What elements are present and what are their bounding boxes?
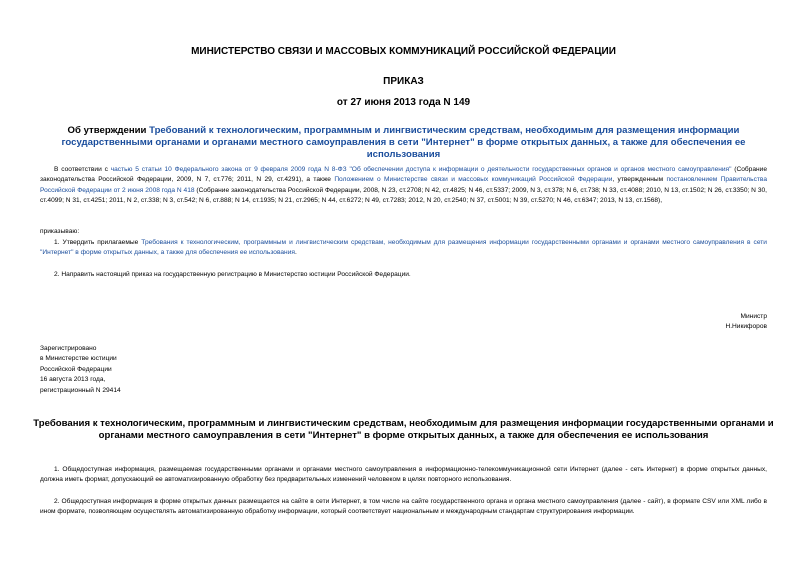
regulation-link[interactable]: Положением о Министерстве связи и массовых коммуникаций Российской Федерации [334,176,613,184]
doc-date-number: от 27 июня 2013 года N 149 [336,97,471,108]
doc-type-heading: ПРИКАЗ [383,76,424,87]
signature-position: Министр [740,313,767,320]
ministry-heading: МИНИСТЕРСТВО СВЯЗИ И МАССОВЫХ КОММУНИКАЦИЙ РОССИЙСКОЙ ФЕДЕРАЦИИ [191,46,616,57]
requirements-paragraph-2: 2. Общедоступная информация в форме открытых данных размещается на сайте в сети Интернет, в том числе на сайте государственного органа и органа местного самоуправления (далее - сайт), в формате CSV или XML либо в ином формате, позволяющем осуществлять автоматизированную обработку информации, который соответствует национальным и международным стандартам структурирования информации. [40,498,767,516]
order-item-1 [40,238,767,259]
preamble-text-2: (Собрание законодательства Российской Федерации, 2009, N 7, ст.776; 2011, N 29, ст.4291), а также [40,166,767,184]
decree-link[interactable]: постановлением Правительства Российской Федерации от 2 июня 2008 года N 418 [40,176,768,194]
doc-title-prefix: Об утверждении [67,125,150,136]
preamble-text-3: , утвержденным [612,176,667,184]
signature-block [725,312,767,333]
order-prikazyvayu: приказываю: [40,228,80,235]
law-link[interactable]: частью 5 статьи 10 Федерального закона от 9 февраля 2009 года N 8-ФЗ "Об обеспечении доступа к информации о деятельности государственных органов и органов местного самоуправления" [110,166,732,173]
registration-line-2: в Министерстве юстиции [40,355,117,363]
registration-block [40,344,121,396]
requirements-link[interactable]: Требования к технологическим, программным и лингвистическим средствам, необходимым для размещения информации государственными органами и органами местного самоуправления в сети "Интернет" в форме открытых данных, а также для обеспечения ее использования [40,239,767,257]
order-item-1-suffix: . [294,249,297,257]
registration-line-5: регистрационный N 29414 [40,386,121,394]
preamble-text-1: В соответствии с [54,166,111,173]
order-item-1-prefix: 1. Утвердить прилагаемые [54,239,142,246]
signature-name: Н.Никифоров [725,323,767,331]
order-item-2: 2. Направить настоящий приказ на государственную регистрацию в Министерство юстиции Российской Федерации. [54,271,411,278]
registration-line-3: Российской Федерации [40,365,112,373]
preamble-text-4: (Собрание законодательства Российской Федерации, 2008, N 23, ст.2708; N 42, ст.4825; N 46, ст.5337; 2009, N 3, ст.378; N 6, ст.738; N 33, ст.4088; 2010, N 13, ст.1502; N 26, ст.3350; N 30, ст.4099; N 31, ст.4251; 2011, N 2, ст.338; N 3, ст.542; N 6, ст.888; N 14, ст.1935; N 21, ст.2965; N 44, ст.6272; N 49, ст.7283; 2012, N 20, ст.2540; N 37, ст.5001; N 39, ст.5270; N 46, ст.6347; 2013, N 13, ст.1568), [40,186,767,205]
requirements-paragraph-1: 1. Общедоступная информация, размещаемая государственными органами и органами местного самоуправления в информационно-телекоммуникационной сети Интернет (далее - сеть Интернет) в форме открытых данных, должна иметь формат, допускающий ее автоматизированную обработку без предварительных изменений человеком в целях повторного использования. [40,466,767,484]
requirements-title: Требования к технологическим, программным и лингвистическим средствам, необходимым для размещения информации государственными органами и органами местного самоуправления в сети "Интернет" в форме открытых данных, а также для обеспечения ее использования [33,418,774,441]
preamble-paragraph [40,165,767,207]
registration-line-1: Зарегистрировано [40,345,97,352]
doc-title-link[interactable]: Требований к технологическим, программным и лингвистическим средствам, необходимым для размещения информации государственными органами и органами местного самоуправления в сети "Интернет" в форме открытых данных, а также для обеспечения ее использования [61,125,746,160]
doc-title [40,125,767,161]
registration-line-4: 16 августа 2013 года, [40,376,106,384]
